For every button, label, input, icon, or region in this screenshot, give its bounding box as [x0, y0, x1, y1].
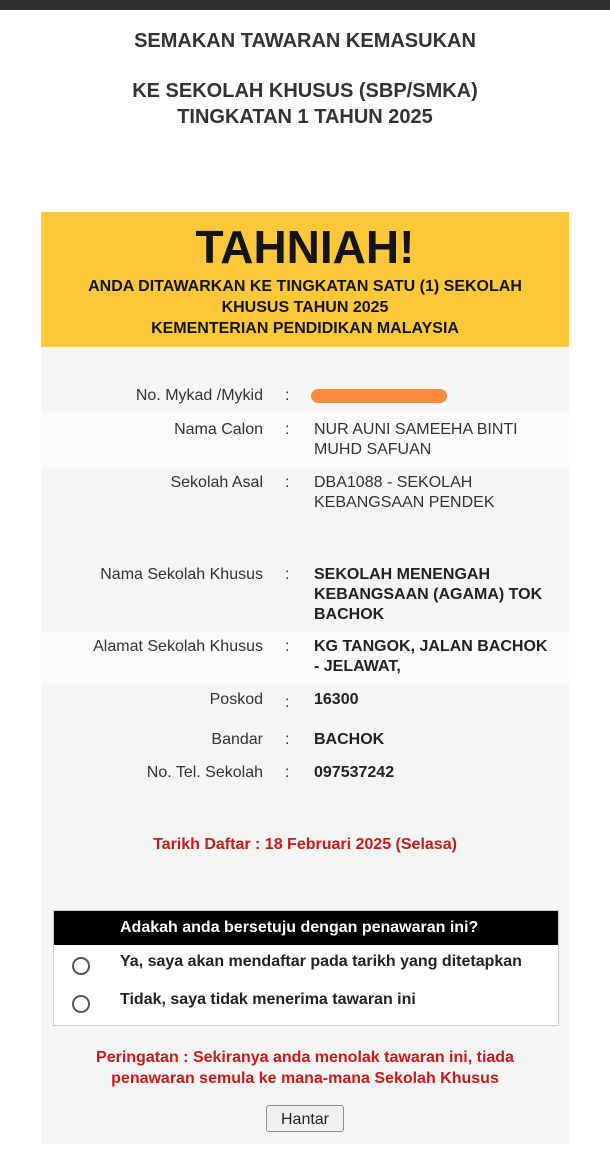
alamat-value	[314, 637, 559, 677]
decline-radio[interactable]	[72, 995, 90, 1013]
telefon-label: No. Tel. Sekolah	[146, 764, 263, 781]
alamat-label: Alamat Sekolah Khusus	[93, 638, 263, 655]
submit-button[interactable]: Hantar	[266, 1105, 344, 1132]
congrats-message	[55, 276, 555, 339]
colon: :	[285, 421, 290, 438]
sekolah-khusus-line-3: BACHOK	[314, 606, 385, 623]
sekolah-khusus-line-2: KEBANGSAAN (AGAMA) TOK	[314, 586, 543, 603]
colon: :	[285, 566, 290, 583]
sekolah-asal-label: Sekolah Asal	[170, 474, 263, 491]
bandar-label: Bandar	[211, 731, 263, 748]
sekolah-asal-value	[314, 473, 559, 513]
accept-label[interactable]: Ya, saya akan mendaftar pada tarikh yang ditetapkan	[120, 953, 522, 970]
sekolah-khusus-value	[314, 565, 559, 625]
colon: :	[285, 694, 290, 711]
congrats-title: TAHNIAH!	[195, 221, 415, 273]
sekolah-asal-line-1: DBA1088 - SEKOLAH	[314, 474, 473, 491]
option-accept[interactable]	[54, 947, 558, 985]
offer-question-box	[53, 910, 559, 1026]
congrats-line-1: ANDA DITAWARKAN KE TINGKATAN SATU (1) SEKOLAH	[88, 278, 522, 295]
congrats-banner	[41, 212, 569, 347]
colon: :	[285, 474, 290, 491]
warning-line-1: Peringatan : Sekiranya anda menolak tawaran ini, tiada	[96, 1049, 514, 1066]
sekolah-khusus-line-1: SEKOLAH MENENGAH	[314, 566, 491, 583]
page-header	[0, 28, 610, 130]
nama-value-line-1: NUR AUNI SAMEEHA BINTI	[314, 421, 518, 438]
congrats-line-3: KEMENTERIAN PENDIDIKAN MALAYSIA	[151, 320, 459, 337]
poskod-label: Poskod	[209, 691, 263, 708]
warning-message	[55, 1047, 555, 1089]
alamat-line-1: KG TANGOK, JALAN BACHOK	[314, 638, 548, 655]
nama-value	[314, 420, 559, 460]
sekolah-asal-line-2: KEBANGSAAN PENDEK	[314, 494, 495, 511]
colon: :	[285, 387, 290, 404]
sekolah-khusus-label: Nama Sekolah Khusus	[100, 566, 263, 583]
colon: :	[285, 764, 290, 781]
header-subtitle-1: KE SEKOLAH KHUSUS (SBP/SMKA)	[132, 80, 478, 102]
status-bar	[0, 0, 610, 10]
header-subtitle-2: TINGKATAN 1 TAHUN 2025	[177, 106, 433, 128]
warning-line-2: penawaran semula ke mana-mana Sekolah Khusus	[111, 1070, 499, 1087]
poskod-value: 16300	[314, 691, 359, 708]
registration-date: Tarikh Daftar : 18 Februari 2025 (Selasa)	[153, 836, 457, 853]
header-title: SEMAKAN TAWARAN KEMASUKAN	[134, 30, 476, 52]
decline-label[interactable]: Tidak, saya tidak menerima tawaran ini	[120, 991, 416, 1008]
telefon-value: 097537242	[314, 764, 395, 781]
accept-radio[interactable]	[72, 957, 90, 975]
mykad-label: No. Mykad /Mykid	[135, 387, 263, 404]
question-text: Adakah anda bersetuju dengan penawaran ini?	[120, 919, 479, 936]
nama-value-line-2: MUHD SAFUAN	[314, 441, 432, 458]
colon: :	[285, 638, 290, 655]
colon: :	[285, 731, 290, 748]
nama-label: Nama Calon	[174, 421, 263, 438]
question-heading	[54, 911, 558, 945]
alamat-line-2: - JELAWAT,	[314, 658, 401, 675]
redaction-mark	[311, 389, 447, 403]
congrats-line-2: KHUSUS TAHUN 2025	[221, 299, 389, 316]
result-card	[41, 212, 569, 1144]
bandar-value: BACHOK	[314, 731, 385, 748]
option-decline[interactable]	[54, 985, 558, 1023]
